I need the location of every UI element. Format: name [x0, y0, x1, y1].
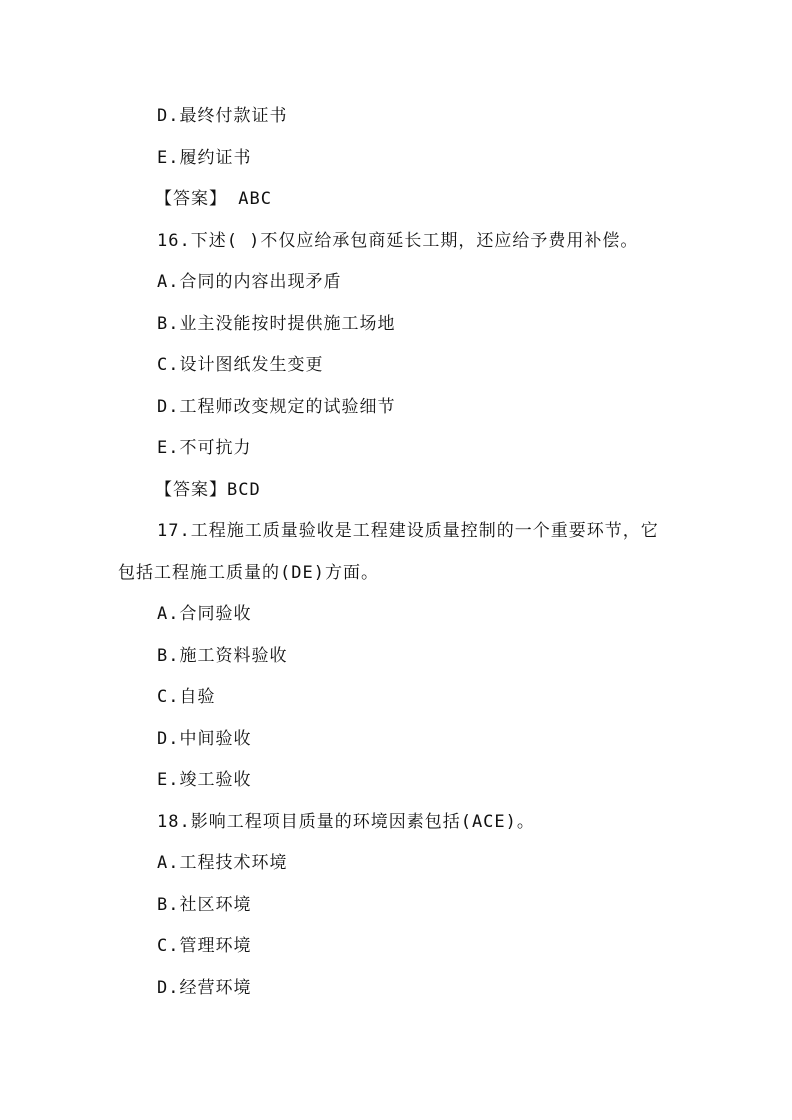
- option-text: A.合同的内容出现矛盾: [157, 272, 342, 292]
- option-text: B.业主没能按时提供施工场地: [157, 313, 396, 334]
- document-page: [0, 96, 792, 1009]
- option-text: D.最终付款证书: [157, 106, 288, 126]
- option-text: A.工程技术环境: [157, 853, 288, 873]
- option-text: E.履约证书: [157, 147, 252, 168]
- option-text: B.社区环境: [157, 894, 252, 915]
- option-text: C.设计图纸发生变更: [157, 355, 324, 375]
- question-text: 17.工程施工质量验收是工程建设质量控制的一个重要环节，它: [157, 521, 659, 541]
- option-text: A.合同验收: [157, 604, 252, 624]
- option-text: D.中间验收: [157, 728, 252, 749]
- option-text: E.竣工验收: [157, 770, 252, 790]
- option-text: C.管理环境: [157, 936, 252, 956]
- question-text: 16.下述( )不仅应给承包商延长工期，还应给予费用补偿。: [157, 230, 639, 251]
- option-text: C.自验: [157, 687, 216, 707]
- option-text: D.经营环境: [157, 977, 252, 998]
- option-text: D.工程师改变规定的试验细节: [157, 396, 396, 417]
- option-text: B.施工资料验收: [157, 645, 288, 666]
- question-text: 18.影响工程项目质量的环境因素包括(ACE)。: [157, 811, 535, 832]
- answer-text: 【答案】BCD: [155, 479, 261, 500]
- question-text-continuation: 包括工程施工质量的(DE)方面。: [118, 562, 379, 583]
- option-text: E.不可抗力: [157, 438, 252, 458]
- answer-text: 【答案】 ABC: [155, 189, 272, 209]
